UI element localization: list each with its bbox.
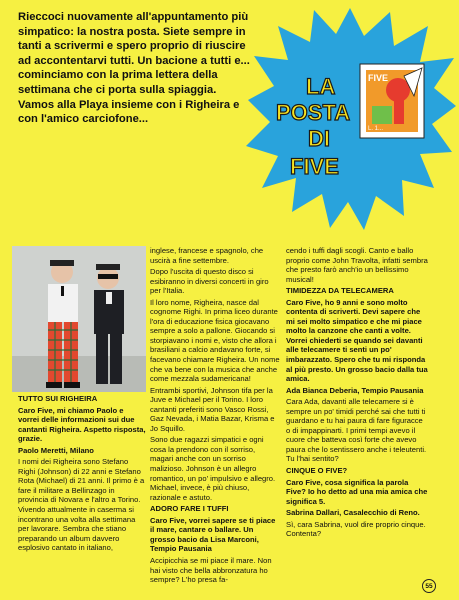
col2-paragraph-3: Il loro nome, Righeira, nasce dal cognome Righi. In prima liceo durante l'ora di educazione fisica giocavano sempre a solo a pallone. Giocando si storpiavano i nomi e, visto che allora i brasiliani a calcio andavano forte, si facevano chiamare Righeira. Un nome che va bene con la musica che anche come mezzala sudamericana! xyxy=(150,297,280,384)
column-2 xyxy=(150,246,280,587)
heading-cinque: CINQUE O FIVE? xyxy=(286,466,348,476)
title-line1: LA xyxy=(306,74,336,99)
letter-paolo: Caro Five, mi chiamo Paolo e vorrei delle informazioni sui due cantanti Righeira. Aspetto risposta, grazie. xyxy=(18,405,146,444)
column-1 xyxy=(18,394,146,555)
heading-timidezza: TIMIDEZZA DA TELECAMERA xyxy=(286,286,394,296)
stamp-label: FIVE xyxy=(368,73,389,83)
righeira-photo xyxy=(12,246,146,392)
col2-paragraph-1: inglese, francese e spagnolo, che uscirà a fine settembre. xyxy=(150,246,264,265)
stamp-price: L. 1... xyxy=(368,126,384,132)
heading-tuffi: ADORO FARE I TUFFI xyxy=(150,504,229,514)
reply-righeira: I nomi dei Righeira sono Stefano Righi (Johnson) di 22 anni e Stefano Rota (Michael) di 21 anni. Il primo è a fare il militare a Bellinzago in provincia di Novara e l'altro a Torino. Vivendo attualmente in caserma si incontrano una volta alla settimana per lavorare. Sembra che stiano preparando un album davvero esplosivo cantato in italiano, xyxy=(18,457,145,553)
signature-paolo: Paolo Meretti, Milano xyxy=(18,445,94,455)
letter-sabrina: Caro Five, cosa significa la parola Five? Io ho detto ad una mia amica che significa 5. xyxy=(286,477,428,506)
letter-lisa: Caro Five, vorrei sapere se ti piace il mare, cantare o ballare. Un grosso bacio da Lisa Marconi, Tempio Pausania xyxy=(150,515,276,554)
col2-paragraph-5: Sono due ragazzi simpatici e ogni cosa la prendono con il sorriso, magari anche con un sorriso malizioso. Johnson è un allegro romantico, un po' impulsivo e allegro. Michael, invece, è più chiuso, razionale e astuto. xyxy=(150,435,276,502)
signature-ada: Ada Bianca Deberia, Tempio Pausania xyxy=(286,385,424,395)
letter-ada: Caro Five, ho 9 anni e sono molto contenta di scriverti. Devi sapere che mi sei molto simpatico e che mi piace molto la canzone che canti a volte. Vorrei chiederti se quando sei davanti alle telecamere ti senti un po' imbarazzato. Spero che tu mi risponda al più presto. Un grosso bacio dalla tua amica. xyxy=(286,297,428,384)
col3-paragraph-1: cendo i tuffi dagli scogli. Canto e ballo proprio come John Travolta, infatti sembra che presto farò anch'io un bellissimo musical! xyxy=(286,246,428,284)
starburst-header xyxy=(244,6,456,232)
reply-lisa: Accipicchia se mi piace il mare. Non hai visto che bella abbronzatura ho sempre? L'ho presa fa- xyxy=(150,555,272,585)
stamp-illustration xyxy=(360,64,424,138)
heading-righeira: TUTTO SUI RIGHEIRA xyxy=(18,394,98,403)
reply-ada: Cara Ada, davanti alle telecamere si è sempre un po' timidi perché sai che tutti ti guardano e tu hai paura di fare figuracce o di impappinarti. I primi tempi avevo il cuore che batteva così forte che avevo paura che lo sentissero anche i teleutenti. Tu l'hai sentito? xyxy=(286,397,427,464)
title-line3: DI xyxy=(308,126,330,151)
col2-paragraph-2: Dopo l'uscita di questo disco si esibiranno in diversi concerti in giro per l'Italia. xyxy=(150,267,269,296)
title-line4: FIVE xyxy=(290,154,339,179)
reply-sabrina: Sì, cara Sabrina, vuol dire proprio cinque. Contenta? xyxy=(286,519,426,539)
signature-sabrina: Sabrina Dallari, Casalecchio di Reno. xyxy=(286,508,420,518)
page-number: 55 xyxy=(422,579,436,593)
title-line2: POSTA xyxy=(276,100,351,125)
intro-text: Rieccoci nuovamente all'appuntamento più simpatico: la nostra posta. Siete sempre in tanti a scrivermi e spero proprio di riuscire ad accontentarvi tutti. Un bacione a tutti e... cominciamo con la prima lettera della settimana che ci porta sulla spiaggia. Vamos alla Playa insieme con i Righeira e con l'amico carciofone... xyxy=(18,11,250,126)
col2-paragraph-4: Entrambi sportivi, Johnson tifa per la Juve e Michael per il Torino. I loro cantanti preferiti sono Vasco Rossi, Gaz Nevada, i Matia Bazar, Krisma e Jo Squillo. xyxy=(150,385,275,433)
column-3 xyxy=(286,246,428,541)
